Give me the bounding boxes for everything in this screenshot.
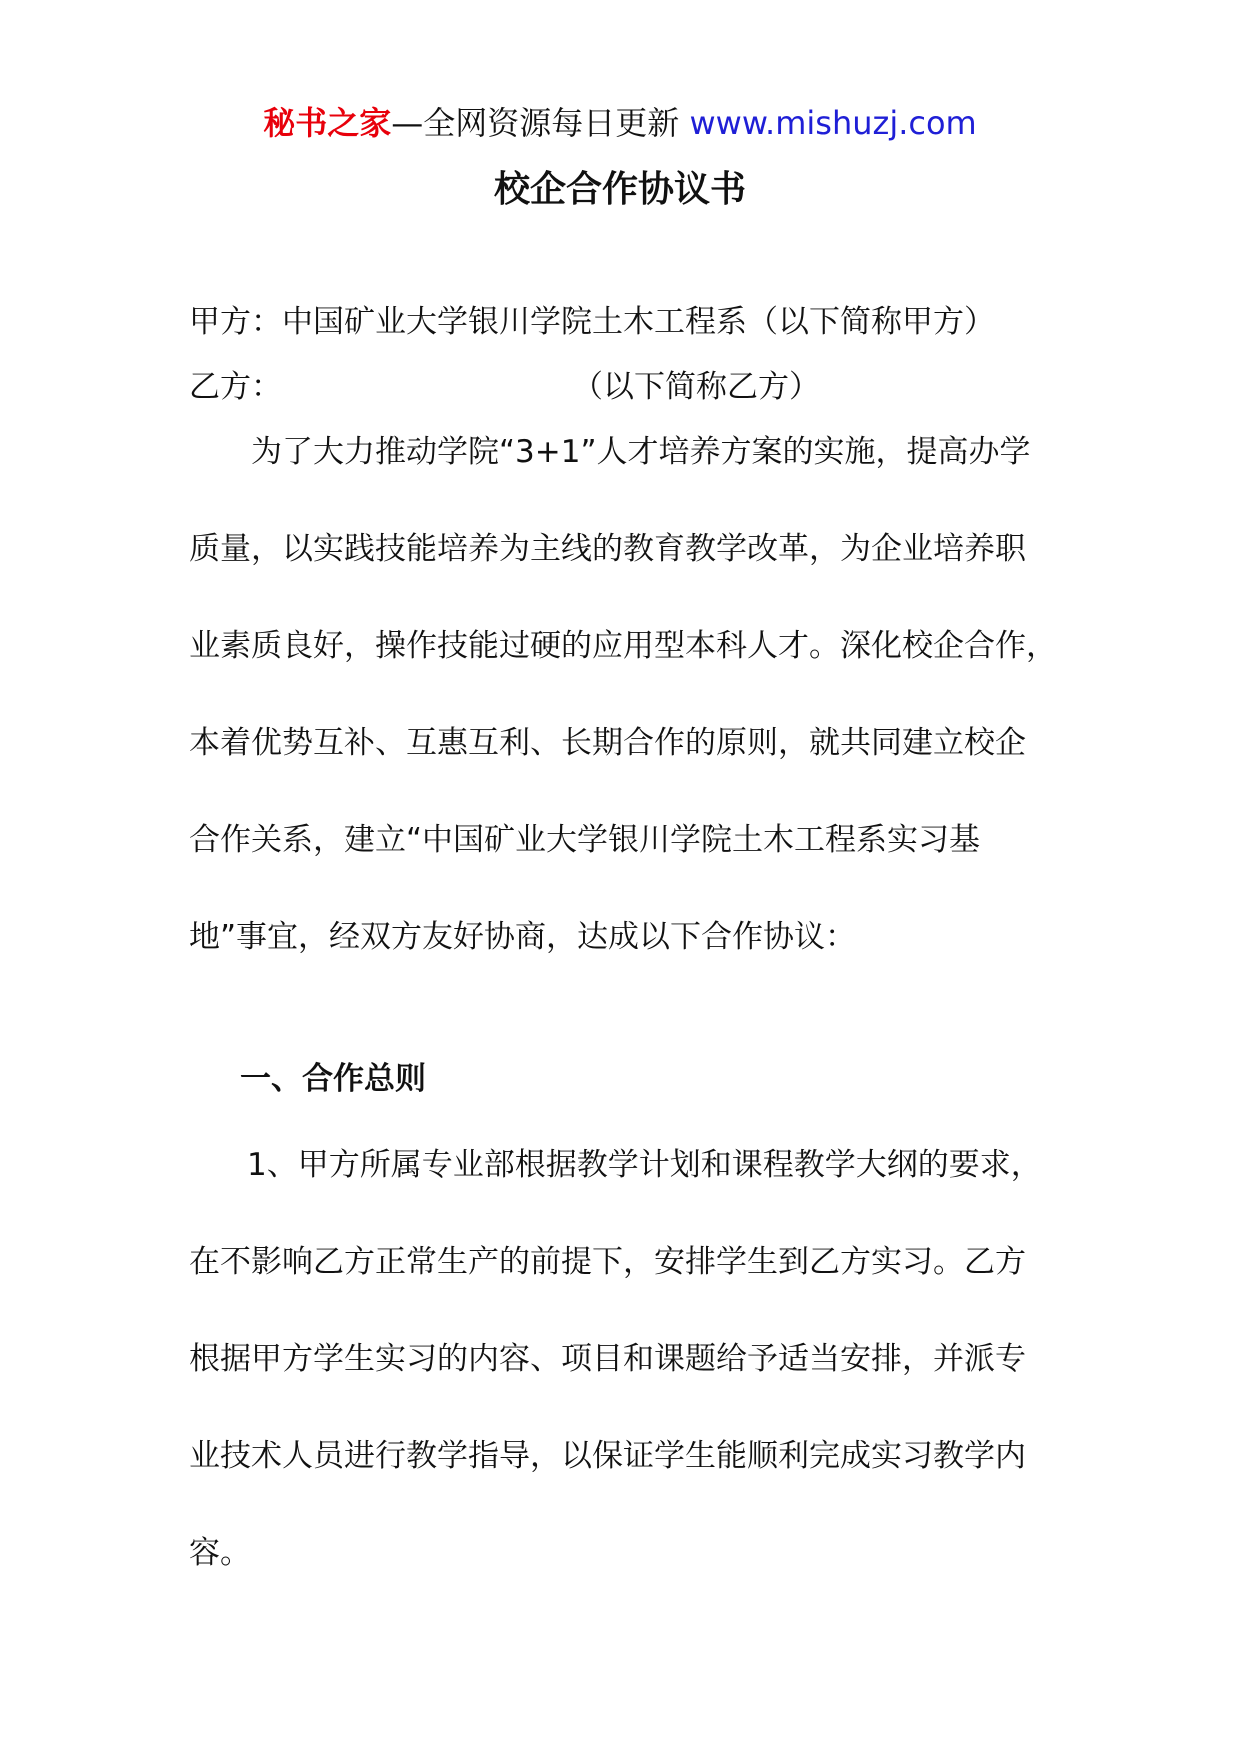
paragraph-line: 地”事宜，经双方友好协商，达成以下合作协议： [189, 919, 857, 955]
brand-name: 秘书之家 [263, 104, 392, 142]
party-b-line [189, 365, 820, 409]
site-url-link[interactable]: www.mishuzj.com [689, 104, 977, 142]
paragraph-line: 合作关系，建立“中国矿业大学银川学院土木工程系实习基 [189, 822, 981, 858]
header-tagline: —全网资源每日更新 [391, 104, 690, 142]
paragraph-line: 质量，以实践技能培养为主线的教育教学改革，为企业培养职 [189, 531, 1026, 567]
section-heading: 一、合作总则 [240, 1061, 426, 1097]
site-header [0, 100, 1240, 146]
party-b-label: 乙方： [189, 369, 282, 405]
party-a-line: 甲方：中国矿业大学银川学院土木工程系（以下简称甲方） [189, 304, 995, 340]
paragraph-line: 在不影响乙方正常生产的前提下，安排学生到乙方实习。乙方 [189, 1244, 1026, 1280]
paragraph-line: 本着优势互补、互惠互利、长期合作的原则，就共同建立校企 [189, 725, 1026, 761]
document-title: 校企合作协议书 [493, 169, 746, 210]
paragraph-line: 容。 [189, 1535, 251, 1571]
party-b-suffix: （以下简称乙方） [572, 369, 820, 405]
paragraph-line: 业素质良好，操作技能过硬的应用型本科人才。深化校企合作， [189, 628, 1057, 664]
intro-paragraph [189, 430, 1069, 1012]
paragraph-line: 为了大力推动学院“3+1”人才培养方案的实施，提高办学 [251, 434, 1031, 470]
paragraph-line: 1、甲方所属专业部根据教学计划和课程教学大纲的要求， [247, 1147, 1042, 1183]
paragraph-line: 根据甲方学生实习的内容、项目和课题给予适当安排，并派专 [189, 1341, 1026, 1377]
clause-1-paragraph [189, 1143, 1069, 1628]
paragraph-line: 业技术人员进行教学指导，以保证学生能顺利完成实习教学内 [189, 1438, 1026, 1474]
